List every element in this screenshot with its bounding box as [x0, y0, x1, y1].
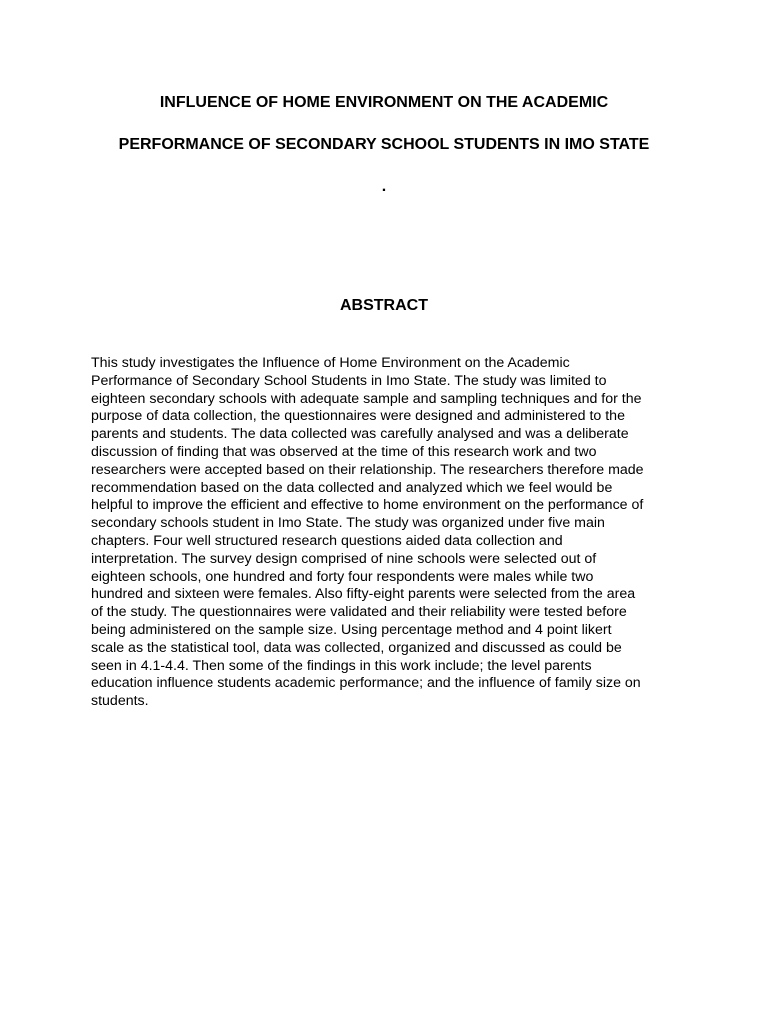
abstract-line: purpose of data collection, the questionnaires were designed and administered to the: [91, 408, 625, 425]
abstract-line: hundred and sixteen were females. Also fifty-eight parents were selected from the area: [91, 586, 636, 603]
abstract-line: Performance of Secondary School Students in Imo State. The study was limited to: [91, 372, 607, 389]
abstract-line: scale as the statistical tool, data was collected, organized and discussed as could be: [91, 639, 622, 656]
title-line-1: INFLUENCE OF HOME ENVIRONMENT ON THE ACADEMIC: [159, 94, 609, 111]
title-dot: .: [381, 178, 387, 195]
abstract-line: education influence students academic performance; and the influence of family size on: [91, 675, 641, 692]
abstract-heading: ABSTRACT: [340, 297, 428, 314]
abstract-line: being administered on the sample size. Using percentage method and 4 point likert: [91, 621, 612, 638]
abstract-line: discussion of finding that was observed at the time of this research work and two: [91, 443, 597, 460]
abstract-body: [91, 355, 691, 711]
abstract-line: helpful to improve the efficient and effective to home environment on the performance of: [91, 497, 644, 514]
title-line-2: PERFORMANCE OF SECONDARY SCHOOL STUDENTS IN IMO STATE: [118, 136, 650, 153]
abstract-line: eighteen schools, one hundred and forty four respondents were males while two: [91, 568, 594, 585]
abstract-line: chapters. Four well structured research questions aided data collection and: [91, 532, 563, 549]
abstract-line: of the study. The questionnaires were validated and their reliability were tested before: [91, 604, 627, 621]
abstract-line: This study investigates the Influence of Home Environment on the Academic: [91, 355, 570, 371]
abstract-line: eighteen secondary schools with adequate sample and sampling techniques and for the: [91, 390, 642, 407]
abstract-line: seen in 4.1-4.4. Then some of the findings in this work include; the level parents: [91, 657, 592, 674]
abstract-line: parents and students. The data collected was carefully analysed and was a deliberate: [91, 426, 629, 443]
abstract-line: recommendation based on the data collected and analyzed which we feel would be: [91, 479, 613, 496]
abstract-line: students.: [91, 693, 149, 710]
abstract-line: researchers were accepted based on their relationship. The researchers therefore made: [91, 461, 644, 478]
abstract-line: interpretation. The survey design comprised of nine schools were selected out of: [91, 550, 597, 567]
abstract-line: secondary schools student in Imo State. The study was organized under five main: [91, 515, 605, 532]
